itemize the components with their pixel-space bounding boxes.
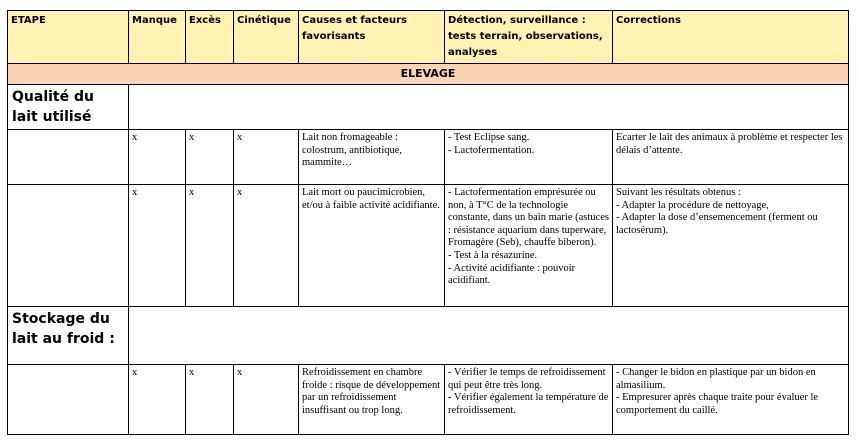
header-corrections: Corrections (613, 11, 849, 64)
detection-line: - Lactofermentation. (448, 144, 535, 156)
header-manque: Manque (129, 11, 186, 64)
cell-manque: x (129, 365, 186, 435)
cell-causes: Lait non fromageable : colostrum, antibiotique, mammite… (299, 130, 445, 185)
cell-detection (445, 185, 613, 307)
cell-exces: x (186, 365, 234, 435)
group-title: Stockage du lait au froid : (8, 307, 129, 365)
cell-detection (445, 365, 613, 435)
detection-line: - Vérifier également la température de refroidissement. (448, 392, 609, 416)
header-detection: Détection, surveillance : tests terrain, observations, analyses (445, 11, 613, 64)
section-title: ELEVAGE (8, 64, 849, 85)
cell-exces: x (186, 185, 234, 307)
cell-exces: x (186, 130, 234, 185)
corrections-line: Ecarter le lait des animaux à problème et respecter les délais d’attente. (616, 132, 843, 156)
corrections-line: - Adapter la procédure de nettoyage, (616, 199, 769, 211)
group-row (8, 85, 849, 130)
header-etape: ETAPE (8, 11, 129, 64)
header-causes: Causes et facteurs favorisants (299, 11, 445, 64)
group-blank (129, 307, 849, 365)
cell-cinetique: x (234, 185, 299, 307)
cell-corrections (613, 185, 849, 307)
corrections-line: - Adapter la dose d’ensemencement (ferment ou lactosérum). (616, 212, 818, 236)
section-row (8, 64, 849, 85)
group-row (8, 307, 849, 365)
detection-line: - Activité acidifiante : pouvoir acidifiant. (448, 262, 576, 287)
table-row (8, 185, 849, 307)
cell-corrections (613, 365, 849, 435)
header-cinetique: Cinétique (234, 11, 299, 64)
detection-line: - Lactofermentation emprésurée ou non, à T°C de la technologie constante, dans un bain marie (astuces : résistance aquarium dans tuperware, Fromagère (Seb), chauffe biberon). (448, 187, 609, 249)
cell-causes: Lait mort ou paucimicrobien, et/ou à faible activité acidifiante. (299, 185, 445, 307)
header-exces: Excès (186, 11, 234, 64)
cell-etape (8, 185, 129, 307)
corrections-line: Suivant les résultats obtenus : (616, 187, 741, 198)
group-title: Qualité du lait utilisé (8, 85, 129, 130)
cell-detection (445, 130, 613, 185)
cell-manque: x (129, 185, 186, 307)
cell-etape (8, 365, 129, 435)
detection-line: - Test à la résazurine. (448, 249, 538, 261)
cell-cinetique: x (234, 365, 299, 435)
cell-corrections (613, 130, 849, 185)
table-row (8, 130, 849, 185)
detection-line: - Vérifier le temps de refroidissement qui peut être très long. (448, 367, 606, 391)
cell-manque: x (129, 130, 186, 185)
table-row (8, 365, 849, 435)
group-blank (129, 85, 849, 130)
corrections-line: - Empresurer après chaque traite pour évaluer le comportement du caillé. (616, 392, 819, 416)
cell-cinetique: x (234, 130, 299, 185)
cell-etape (8, 130, 129, 185)
detection-line: - Test Eclipse sang. (448, 132, 530, 143)
header-row (8, 11, 849, 64)
corrections-line: - Changer le bidon en plastique par un bidon en almasilium. (616, 367, 816, 391)
cell-causes: Refroidissement en chambre froide : risque de développement par un refroidissement insuffisant ou trop long. (299, 365, 445, 435)
diagnostic-table (7, 10, 849, 435)
